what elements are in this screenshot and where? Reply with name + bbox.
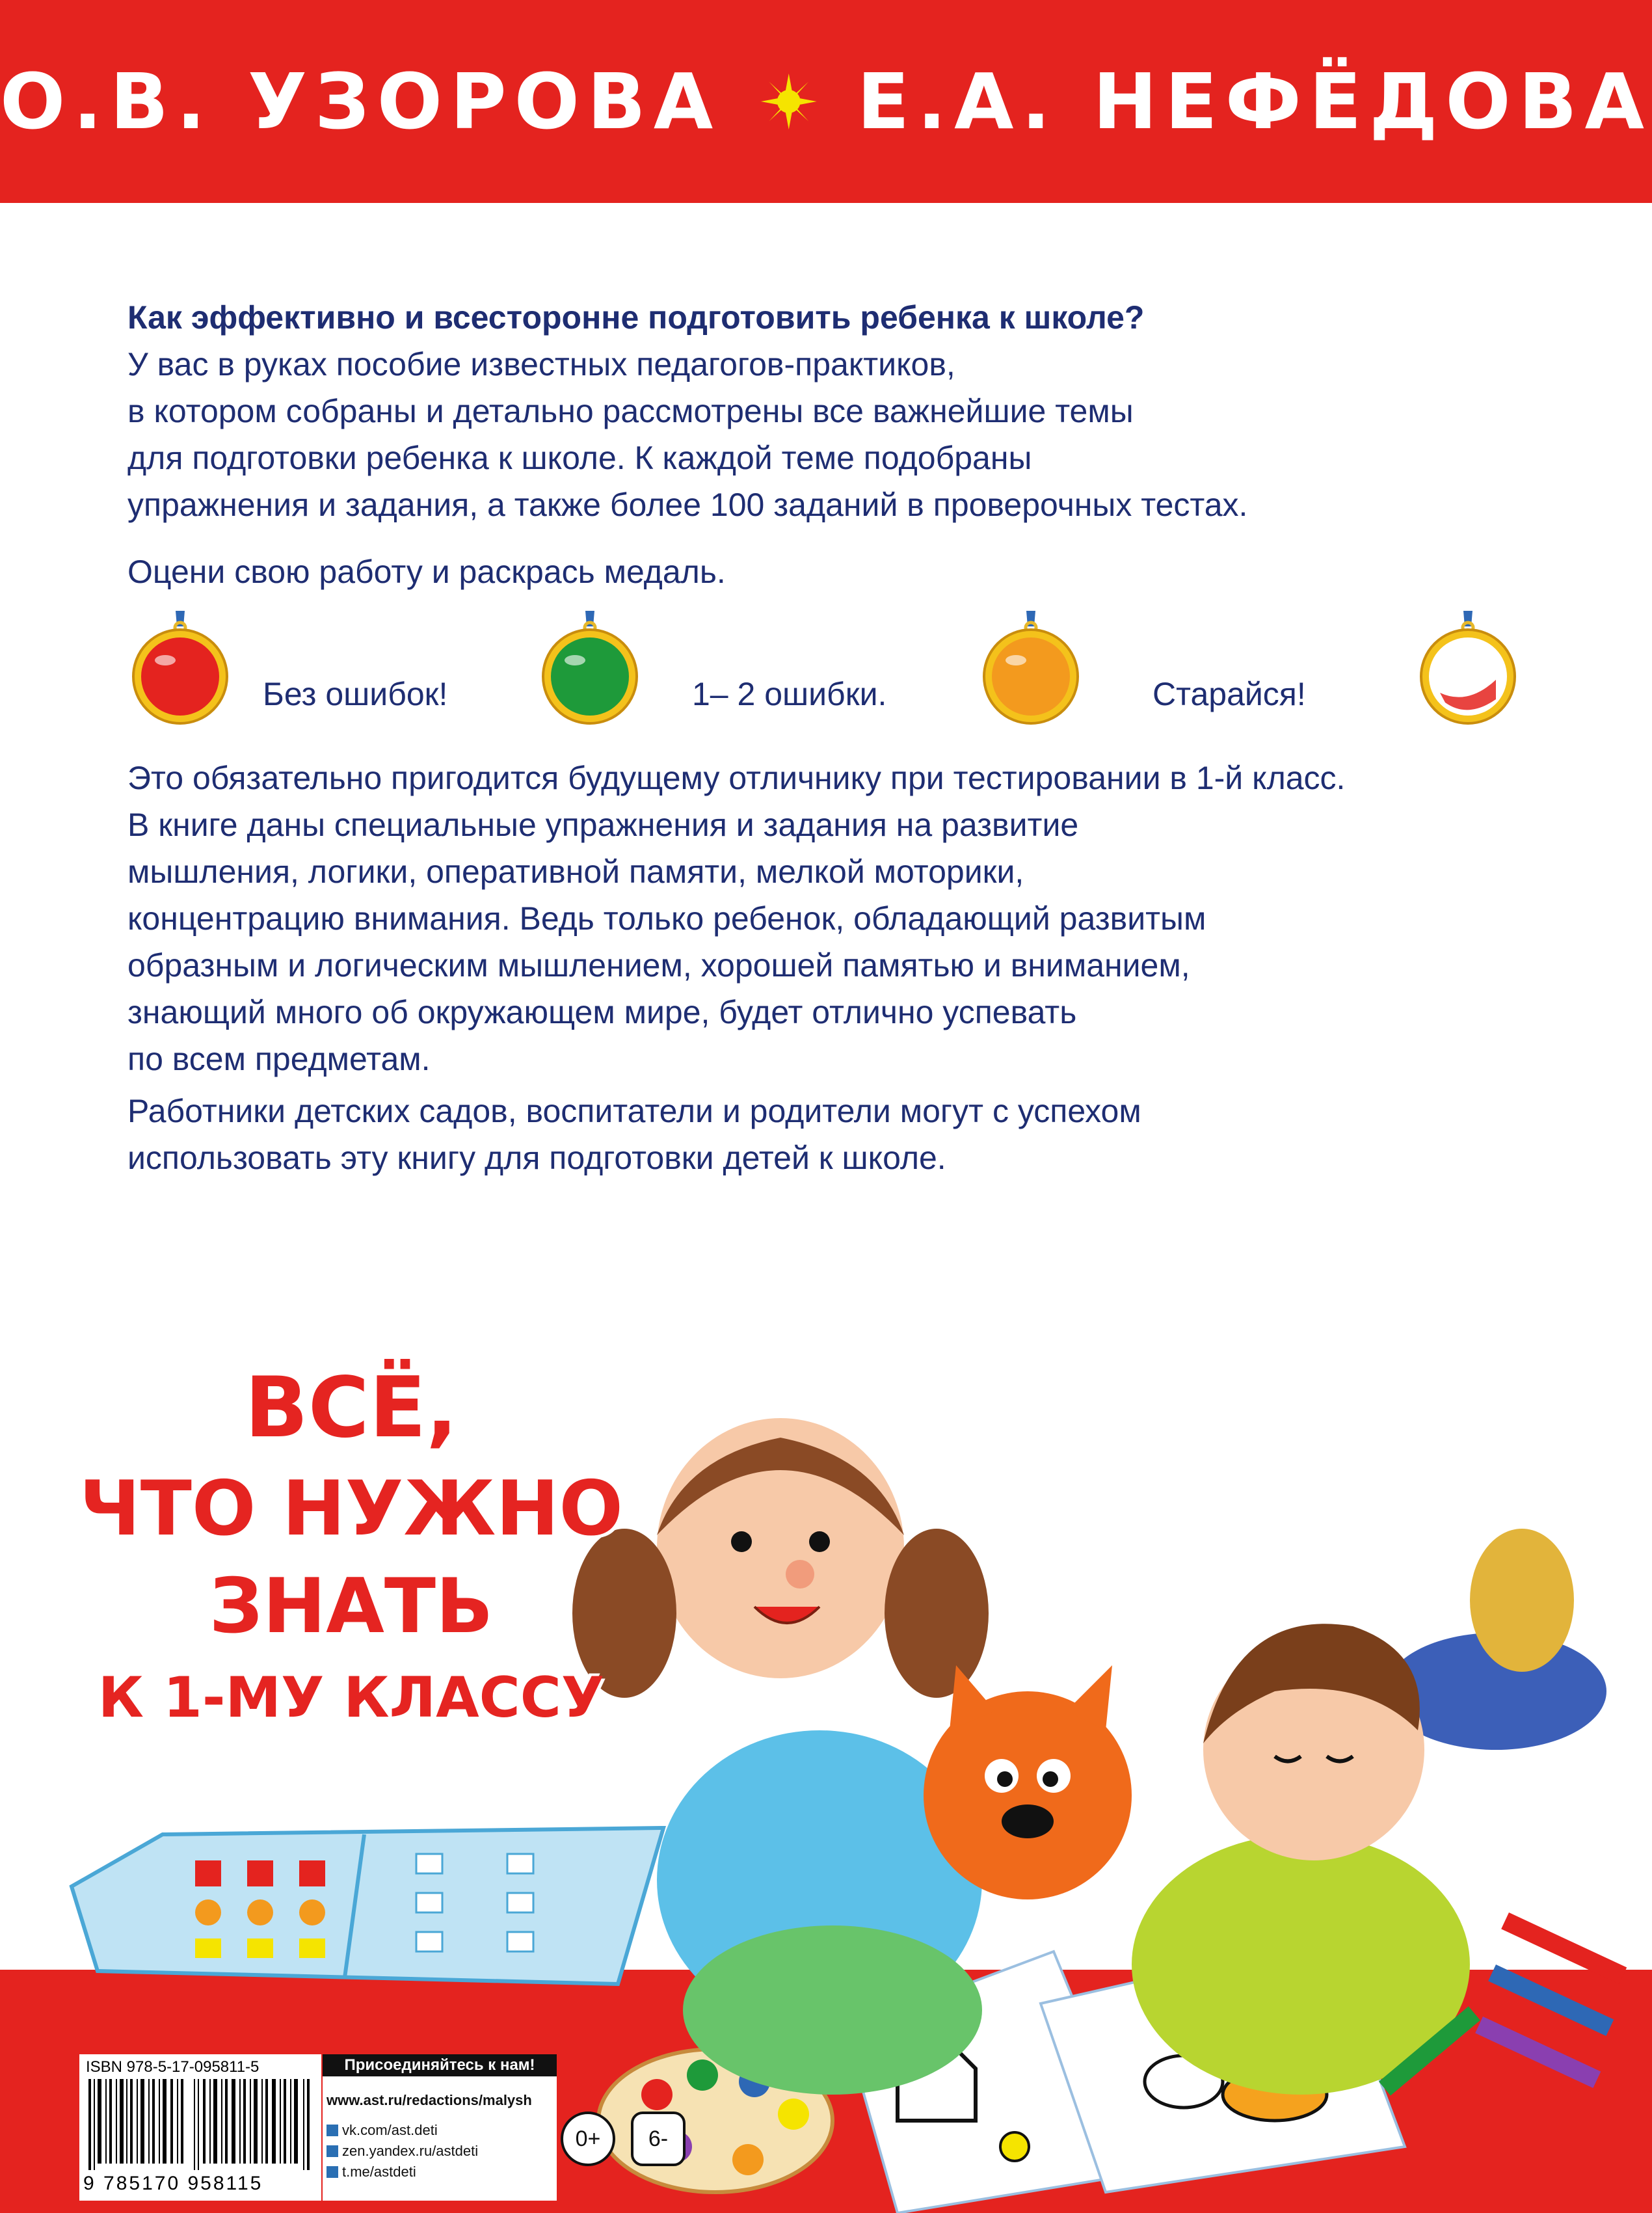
zen-icon [326, 2145, 338, 2157]
barcode-icon [86, 2079, 313, 2170]
green-medal-icon [535, 608, 645, 725]
social-link-text: t.me/astdeti [342, 2164, 416, 2180]
body-line: В книге даны специальные упражнения и задания на развитие [127, 807, 1079, 843]
body-line: Это обязательно пригодится будущему отличнику при тестировании в 1-й класс. [127, 760, 1346, 796]
book-title [72, 1356, 631, 1740]
isbn-block [79, 2054, 321, 2201]
social-link-text: vk.com/ast.deti [342, 2122, 438, 2138]
body-paragraph-1 [127, 755, 1545, 1082]
girl-character [572, 1418, 989, 2095]
intro-line: упражнения и задания, а также более 100 заданий в проверочных тестах. [127, 487, 1248, 523]
body-line: по всем предметам. [127, 1041, 431, 1077]
telegram-icon [326, 2166, 338, 2178]
social-link-zen[interactable] [326, 2143, 478, 2160]
book-title-line-2: ЧТО НУЖНО [79, 1465, 624, 1553]
website-link[interactable]: www.ast.ru/redactions/malysh [326, 2092, 532, 2108]
blank-medal-icon [1413, 608, 1523, 725]
publisher-links [323, 2054, 557, 2201]
book-title-line-3: ЗНАТЬ [209, 1563, 494, 1650]
body-line: концентрацию внимания. Ведь только ребенок, обладающий развитым [127, 900, 1206, 937]
intro-line: в котором собраны и детально рассмотрены все важнейшие темы [127, 393, 1134, 429]
body-line: использовать эту книгу для подготовки детей к школе. [127, 1140, 946, 1176]
red-medal-icon [125, 608, 235, 725]
age-recommendation-badge: 6- [631, 2112, 686, 2166]
orange-medal-icon [976, 608, 1086, 725]
body-line: знающий много об окружающем мире, будет отлично успевать [127, 994, 1077, 1030]
social-link-telegram[interactable] [326, 2164, 416, 2180]
cat-character [924, 1665, 1132, 1899]
intro-title: Как эффективно и всесторонне подготовить ребенка к школе? [127, 299, 1145, 336]
author-2: Е.А. НЕФЁДОВА [857, 57, 1652, 146]
social-link-vk[interactable] [326, 2122, 438, 2139]
author-1: О.В. УЗОРОВА [0, 57, 721, 146]
medal-label-try: Старайся! [1152, 676, 1306, 712]
medal-prompt-text: Оцени свою работу и раскрась медаль. [127, 554, 726, 590]
boy-character [1132, 1529, 1606, 2095]
intro-line: У вас в руках пособие известных педагогов-практиков, [127, 346, 955, 382]
join-us-label: Присоединяйтесь к нам! [323, 2054, 557, 2076]
body-line: образным и логическим мышлением, хорошей памятью и вниманием, [127, 947, 1190, 984]
workbook-illustration [72, 1828, 663, 1984]
barcode-digits: 9 785170 958115 [83, 2173, 263, 2194]
isbn-text: ISBN 978-5-17-095811-5 [86, 2058, 260, 2076]
author-banner [0, 0, 1652, 203]
star-icon [760, 70, 818, 133]
social-link-text: zen.yandex.ru/astdeti [342, 2143, 479, 2159]
age-rating-badge: 0+ [561, 2112, 615, 2166]
medal-label-1-2-errors: 1– 2 ошибки. [692, 676, 887, 712]
body-paragraph-2 [127, 1088, 1545, 1181]
book-title-line-4: К 1-МУ КЛАССУ [98, 1665, 605, 1730]
medal-label-no-errors: Без ошибок! [263, 676, 448, 712]
body-line: мышления, логики, оперативной памяти, мелкой моторики, [127, 853, 1024, 890]
medal-prompt [127, 548, 1545, 595]
intro-text [127, 294, 1545, 528]
intro-line: для подготовки ребенка к школе. К каждой теме подобраны [127, 440, 1032, 476]
body-line: Работники детских садов, воспитатели и родители могут с успехом [127, 1093, 1141, 1129]
book-title-line-1: ВСЁ, [245, 1360, 458, 1456]
vk-icon [326, 2125, 338, 2136]
